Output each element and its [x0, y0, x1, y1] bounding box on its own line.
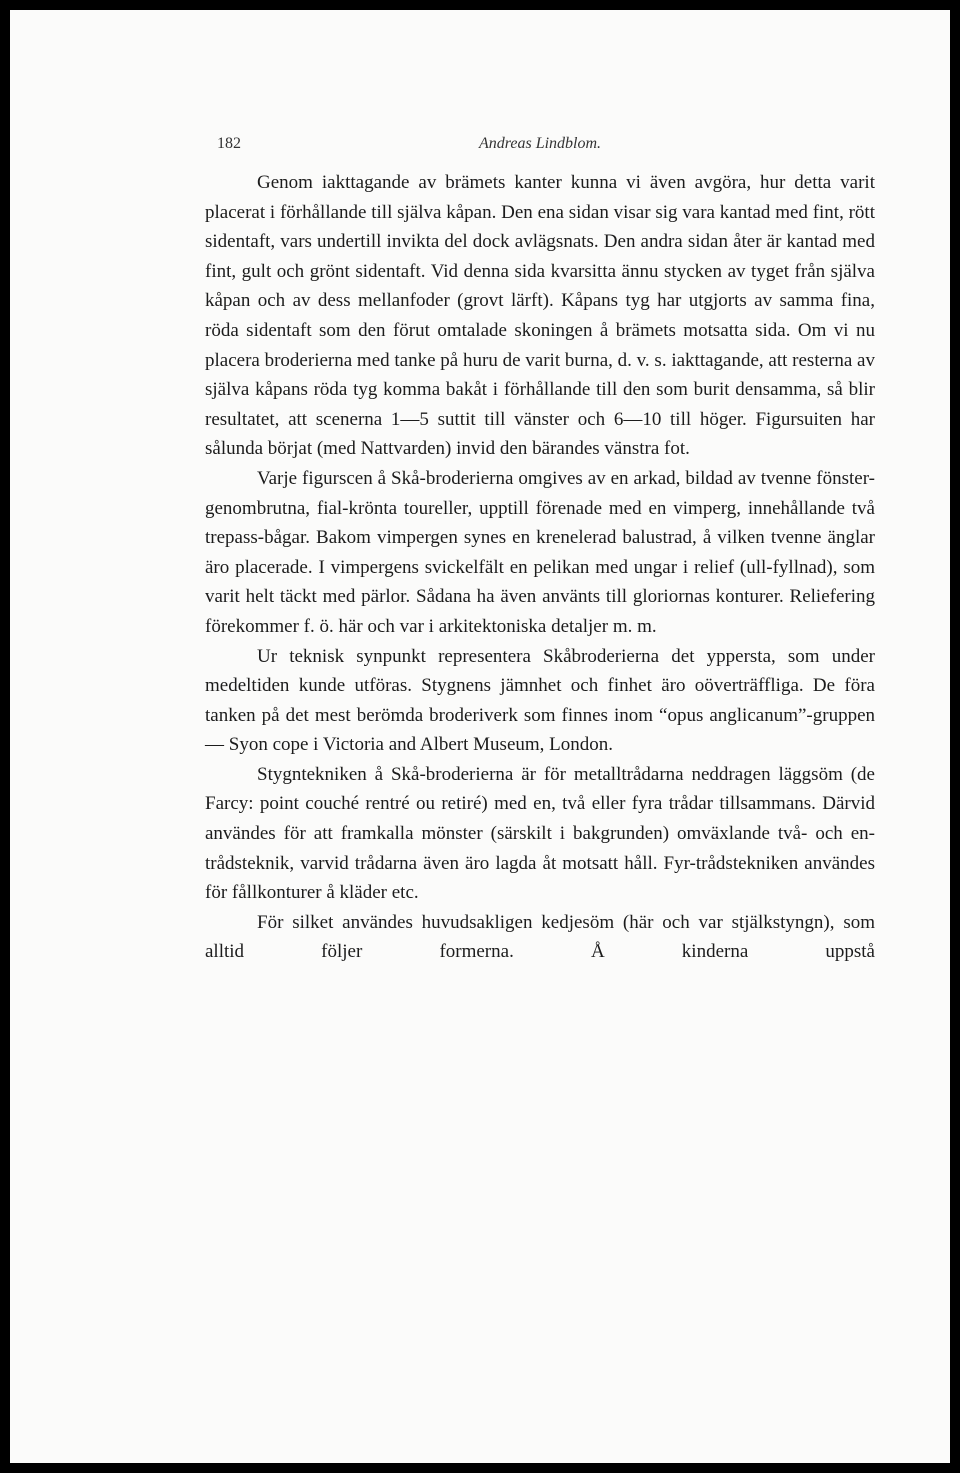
page-header: [205, 135, 875, 157]
paragraph: Genom iakttagande av brämets kanter kunna vi även avgöra, hur detta varit placerat i förhållande till själva kåpan. Den ena sidan visar sig vara kantad med fint, rött sidentaft, vars undertill invikta del dock avlägsnats. Den andra sidan åter är kantad med fint, gult och grönt sidentaft. Vid denna sida kvarsitta ännu stycken av tyget från själva kåpan och av dess mellanfoder (grovt lärft). Kåpans tyg har utgjorts av samma fina, röda sidentaft som den förut omtalade skoningen å brämets motsatta sida. Om vi nu placera broderierna med tanke på huru de varit burna, d. v. s. iakttagande, att resterna av själva kåpans röda tyg komma bakåt i förhållande till den som burit densamma, så blir resultatet, att scenerna 1—5 suttit till vänster och 6—10 till höger. Figursuiten har sålunda börjat (med Nattvarden) invid den bärandes vänstra fot.: [205, 172, 875, 460]
paragraph: Varje figurscen å Skå-broderierna omgives av en arkad, bildad av tvenne fönster-genombrutna, fial-krönta toureller, upptill förenade med en vimperg, innehållande två trepass-bågar. Bakom vimpergen synes en krenelerad balustrad, å vilken tvenne änglar äro placerade. I vimpergens svickelfält en pelikan med ungar i relief (ull-fyllnad), som varit helt täckt med pärlor. Sådana ha även använts till gloriornas konturer. Reliefering förekommer f. ö. här och var i arkitektoniska detaljer m. m.: [205, 467, 875, 637]
page-number: 182: [217, 135, 241, 152]
book-page: [10, 10, 950, 1463]
paragraph: Ur teknisk synpunkt representera Skåbroderierna det yppersta, som under medeltiden kunde utföras. Stygnens jämnhet och finhet äro oöverträffliga. De föra tanken på det mest berömda broderiverk som finnes inom “opus anglicanum”-gruppen — Syon cope i Victoria and Albert Museum, London.: [205, 645, 875, 756]
body-text: [205, 168, 875, 967]
running-head: Andreas Lindblom.: [478, 135, 602, 152]
paragraph: Stygntekniken å Skå-broderierna är för metalltrådarna neddragen läggsöm (de Farcy: point couché rentré ou retiré) med en, två eller fyra trådar tillsammans. Därvid användes för att framkalla mönster (särskilt i bakgrunden) omväxlande två- och en-trådsteknik, varvid trådarna även äro lagda åt motsatt håll. Fyr-trådstekniken användes för fållkonturer å kläder etc.: [205, 763, 875, 904]
paragraph: För silket användes huvudsakligen kedjesöm (här och var stjälkstyngn), som alltid följer formerna. Å kinderna uppstå: [205, 911, 875, 963]
